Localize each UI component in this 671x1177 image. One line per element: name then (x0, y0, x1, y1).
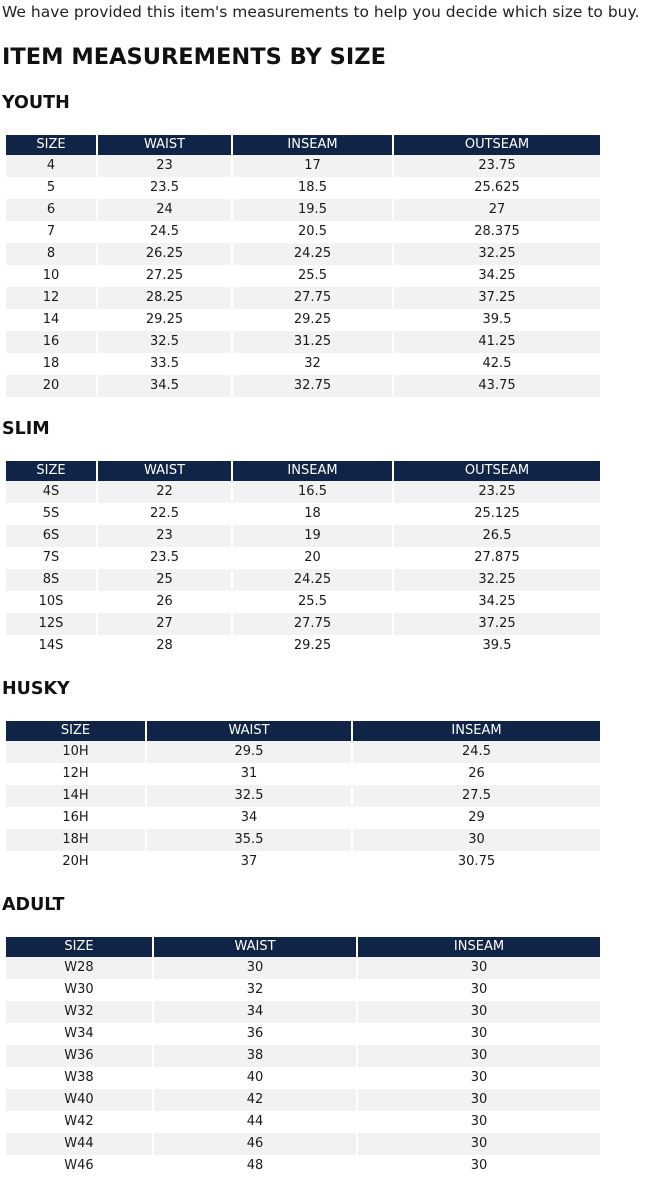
cell-size: 8S (6, 569, 96, 591)
table-row (6, 1089, 600, 1111)
cell-inseam: 16.5 (233, 481, 392, 503)
table-row (6, 957, 600, 979)
cell-waist: 42 (154, 1089, 356, 1111)
table-row (6, 525, 600, 547)
cell-inseam: 25.5 (233, 591, 392, 613)
cell-waist: 30 (154, 957, 356, 979)
cell-size: 5 (6, 177, 96, 199)
cell-size: 12 (6, 287, 96, 309)
cell-inseam: 30.75 (353, 851, 600, 873)
cell-waist: 23 (98, 155, 231, 177)
cell-inseam: 18.5 (233, 177, 392, 199)
table-row (6, 547, 600, 569)
cell-waist: 29.5 (147, 741, 351, 763)
cell-outseam: 25.125 (394, 503, 600, 525)
cell-inseam: 20 (233, 547, 392, 569)
cell-inseam: 30 (358, 1155, 600, 1177)
table-header-row (6, 461, 600, 481)
cell-size: 7S (6, 547, 96, 569)
table-row (6, 851, 600, 873)
cell-inseam: 30 (358, 957, 600, 979)
cell-inseam: 29.25 (233, 309, 392, 331)
cell-inseam: 27.5 (353, 785, 600, 807)
table-row (6, 481, 600, 503)
cell-size: 10H (6, 741, 145, 763)
cell-size: W38 (6, 1067, 152, 1089)
cell-size: 20 (6, 375, 96, 397)
cell-size: 5S (6, 503, 96, 525)
column-header-waist: WAIST (98, 135, 231, 155)
cell-waist: 36 (154, 1023, 356, 1045)
cell-inseam: 19.5 (233, 199, 392, 221)
table-row (6, 243, 600, 265)
cell-inseam: 30 (358, 1067, 600, 1089)
cell-waist: 27.25 (98, 265, 231, 287)
husky-size-table (4, 721, 602, 873)
cell-inseam: 30 (358, 1133, 600, 1155)
cell-waist: 27 (98, 613, 231, 635)
section-title-adult: ADULT (2, 895, 65, 915)
column-header-waist: WAIST (154, 937, 356, 957)
cell-waist: 40 (154, 1067, 356, 1089)
cell-size: W32 (6, 1001, 152, 1023)
table-row (6, 807, 600, 829)
column-header-inseam: INSEAM (358, 937, 600, 957)
cell-size: W42 (6, 1111, 152, 1133)
section-title-husky: HUSKY (2, 679, 70, 699)
cell-outseam: 32.25 (394, 569, 600, 591)
column-header-inseam: INSEAM (233, 135, 392, 155)
table-row (6, 155, 600, 177)
cell-waist: 33.5 (98, 353, 231, 375)
table-row (6, 591, 600, 613)
column-header-inseam: INSEAM (233, 461, 392, 481)
table-row (6, 287, 600, 309)
cell-inseam: 30 (353, 829, 600, 851)
cell-inseam: 30 (358, 1111, 600, 1133)
cell-inseam: 24.25 (233, 243, 392, 265)
cell-size: W34 (6, 1023, 152, 1045)
table-row (6, 265, 600, 287)
cell-waist: 28 (98, 635, 231, 657)
cell-waist: 34.5 (98, 375, 231, 397)
cell-inseam: 30 (358, 1023, 600, 1045)
cell-outseam: 39.5 (394, 635, 600, 657)
cell-inseam: 31.25 (233, 331, 392, 353)
table-row (6, 1023, 600, 1045)
cell-size: 16 (6, 331, 96, 353)
cell-waist: 48 (154, 1155, 356, 1177)
cell-size: W46 (6, 1155, 152, 1177)
cell-size: 4 (6, 155, 96, 177)
table-row (6, 785, 600, 807)
table-row (6, 1001, 600, 1023)
cell-size: 8 (6, 243, 96, 265)
cell-inseam: 29 (353, 807, 600, 829)
cell-waist: 34 (154, 1001, 356, 1023)
cell-inseam: 30 (358, 1001, 600, 1023)
cell-waist: 46 (154, 1133, 356, 1155)
cell-inseam: 25.5 (233, 265, 392, 287)
table-row (6, 1155, 600, 1177)
cell-size: 4S (6, 481, 96, 503)
slim-size-table (4, 461, 602, 657)
cell-waist: 22.5 (98, 503, 231, 525)
cell-waist: 37 (147, 851, 351, 873)
cell-waist: 26 (98, 591, 231, 613)
column-header-waist: WAIST (98, 461, 231, 481)
column-header-size: SIZE (6, 721, 145, 741)
table-row (6, 635, 600, 657)
cell-size: W44 (6, 1133, 152, 1155)
cell-waist: 23.5 (98, 177, 231, 199)
cell-waist: 26.25 (98, 243, 231, 265)
cell-waist: 22 (98, 481, 231, 503)
cell-size: 10 (6, 265, 96, 287)
cell-size: W36 (6, 1045, 152, 1067)
intro-text: We have provided this item's measurements to help you decide which size to buy. (2, 3, 640, 21)
cell-outseam: 27 (394, 199, 600, 221)
cell-outseam: 43.75 (394, 375, 600, 397)
table-row (6, 1111, 600, 1133)
cell-outseam: 34.25 (394, 265, 600, 287)
cell-outseam: 34.25 (394, 591, 600, 613)
cell-inseam: 26 (353, 763, 600, 785)
column-header-inseam: INSEAM (353, 721, 600, 741)
cell-inseam: 27.75 (233, 287, 392, 309)
table-row (6, 353, 600, 375)
cell-inseam: 20.5 (233, 221, 392, 243)
column-header-size: SIZE (6, 135, 96, 155)
cell-size: 14H (6, 785, 145, 807)
cell-outseam: 42.5 (394, 353, 600, 375)
page-title: ITEM MEASUREMENTS BY SIZE (2, 44, 386, 70)
cell-waist: 23.5 (98, 547, 231, 569)
cell-size: W28 (6, 957, 152, 979)
cell-waist: 29.25 (98, 309, 231, 331)
cell-size: 7 (6, 221, 96, 243)
table-header-row (6, 937, 600, 957)
cell-inseam: 18 (233, 503, 392, 525)
table-row (6, 829, 600, 851)
cell-waist: 44 (154, 1111, 356, 1133)
cell-outseam: 28.375 (394, 221, 600, 243)
cell-size: 16H (6, 807, 145, 829)
cell-size: 10S (6, 591, 96, 613)
table-row (6, 331, 600, 353)
table-row (6, 221, 600, 243)
cell-size: 12S (6, 613, 96, 635)
column-header-waist: WAIST (147, 721, 351, 741)
cell-inseam: 24.25 (233, 569, 392, 591)
cell-size: 20H (6, 851, 145, 873)
cell-inseam: 24.5 (353, 741, 600, 763)
cell-size: 14S (6, 635, 96, 657)
cell-size: 18H (6, 829, 145, 851)
cell-size: 6S (6, 525, 96, 547)
table-row (6, 1133, 600, 1155)
table-header-row (6, 721, 600, 741)
cell-outseam: 23.75 (394, 155, 600, 177)
cell-size: 12H (6, 763, 145, 785)
cell-outseam: 39.5 (394, 309, 600, 331)
cell-waist: 24 (98, 199, 231, 221)
cell-inseam: 32 (233, 353, 392, 375)
cell-size: W40 (6, 1089, 152, 1111)
table-row (6, 199, 600, 221)
cell-waist: 24.5 (98, 221, 231, 243)
cell-size: W30 (6, 979, 152, 1001)
cell-waist: 35.5 (147, 829, 351, 851)
table-row (6, 763, 600, 785)
column-header-size: SIZE (6, 461, 96, 481)
table-row (6, 177, 600, 199)
column-header-outseam: OUTSEAM (394, 461, 600, 481)
cell-waist: 23 (98, 525, 231, 547)
table-row (6, 613, 600, 635)
cell-inseam: 32.75 (233, 375, 392, 397)
cell-inseam: 30 (358, 979, 600, 1001)
cell-waist: 28.25 (98, 287, 231, 309)
cell-waist: 31 (147, 763, 351, 785)
table-header-row (6, 135, 600, 155)
table-row (6, 569, 600, 591)
adult-size-table (4, 937, 602, 1177)
table-row (6, 979, 600, 1001)
cell-size: 18 (6, 353, 96, 375)
section-title-youth: YOUTH (2, 93, 70, 113)
cell-inseam: 29.25 (233, 635, 392, 657)
cell-size: 14 (6, 309, 96, 331)
cell-outseam: 23.25 (394, 481, 600, 503)
cell-waist: 32.5 (147, 785, 351, 807)
cell-outseam: 37.25 (394, 613, 600, 635)
cell-inseam: 17 (233, 155, 392, 177)
cell-waist: 34 (147, 807, 351, 829)
cell-outseam: 27.875 (394, 547, 600, 569)
cell-waist: 38 (154, 1045, 356, 1067)
cell-outseam: 26.5 (394, 525, 600, 547)
table-row (6, 741, 600, 763)
cell-outseam: 25.625 (394, 177, 600, 199)
column-header-outseam: OUTSEAM (394, 135, 600, 155)
cell-inseam: 27.75 (233, 613, 392, 635)
table-row (6, 375, 600, 397)
section-title-slim: SLIM (2, 419, 50, 439)
cell-waist: 32 (154, 979, 356, 1001)
column-header-size: SIZE (6, 937, 152, 957)
cell-outseam: 37.25 (394, 287, 600, 309)
cell-inseam: 30 (358, 1045, 600, 1067)
table-row (6, 1067, 600, 1089)
youth-size-table (4, 135, 602, 397)
table-row (6, 309, 600, 331)
cell-inseam: 30 (358, 1089, 600, 1111)
cell-outseam: 41.25 (394, 331, 600, 353)
table-row (6, 503, 600, 525)
cell-waist: 25 (98, 569, 231, 591)
table-row (6, 1045, 600, 1067)
cell-size: 6 (6, 199, 96, 221)
cell-outseam: 32.25 (394, 243, 600, 265)
cell-waist: 32.5 (98, 331, 231, 353)
cell-inseam: 19 (233, 525, 392, 547)
